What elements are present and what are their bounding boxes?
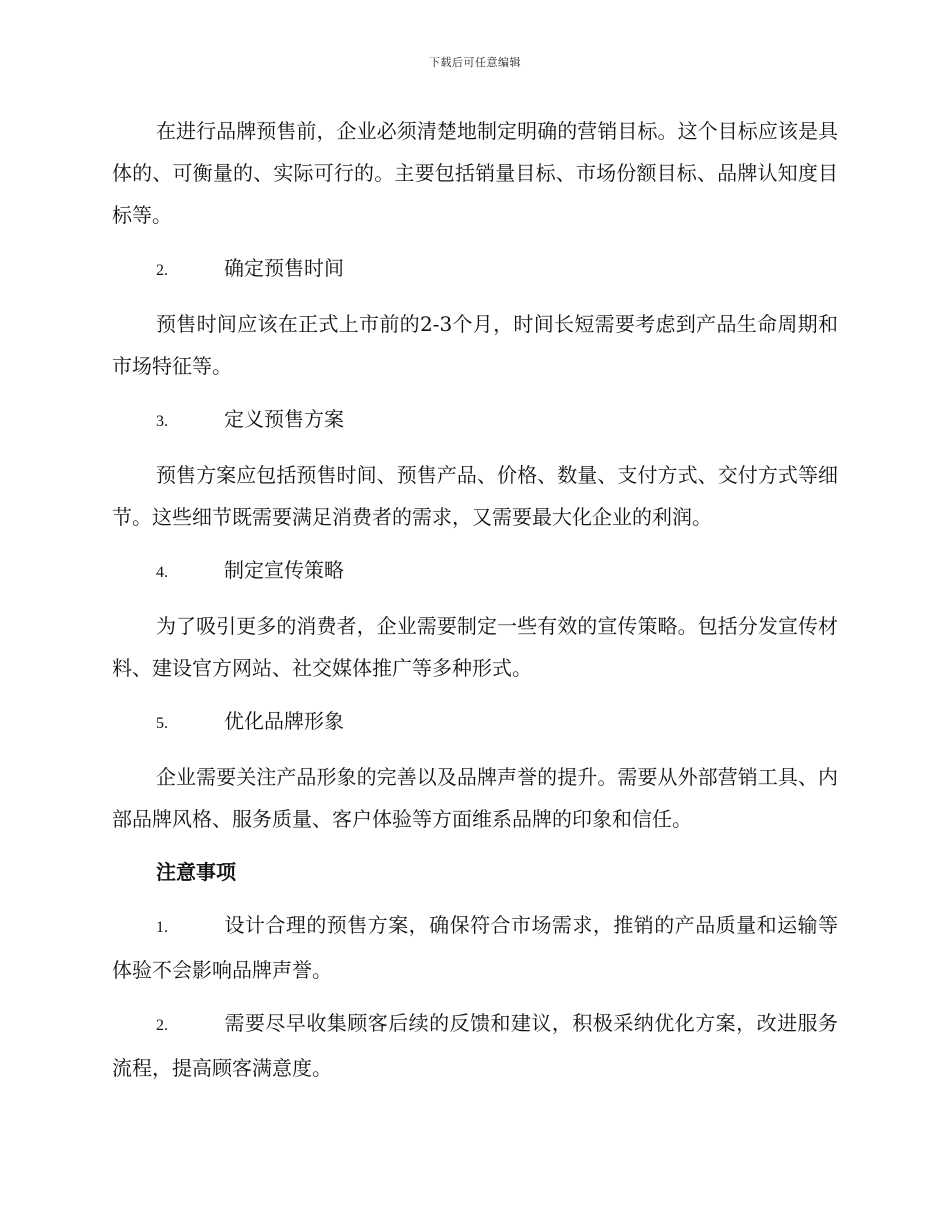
list-item-title: 优化品牌形象 — [224, 709, 344, 733]
list-number: 3. — [156, 413, 168, 430]
list-item-promotion — [112, 549, 838, 594]
list-item-presale-plan — [112, 398, 838, 443]
note-text: 需要尽早收集顾客后续的反馈和建议，积极采纳优化方案，改进服务流程，提高顾客满意度。 — [112, 1011, 838, 1080]
paragraph-brand-image: 企业需要关注产品形象的完善以及品牌声誉的提升。需要从外部营销工具、内部品牌风格、服务质量、客户体验等方面维系品牌的印象和信任。 — [112, 765, 838, 831]
list-number: 4. — [156, 564, 168, 581]
list-number: 5. — [156, 715, 168, 732]
paragraph-presale-time: 预售时间应该在正式上市前的2-3个月，时间长短需要考虑到产品生命周期和市场特征等。 — [112, 312, 838, 378]
section-heading-notes: 注意事项 — [156, 860, 236, 884]
document-body — [112, 110, 838, 1089]
list-number: 1. — [156, 919, 168, 936]
list-item-title: 确定预售时间 — [224, 256, 344, 280]
list-item-title: 定义预售方案 — [224, 407, 344, 431]
list-number: 2. — [156, 262, 168, 279]
note-text: 设计合理的预售方案，确保符合市场需求，推销的产品质量和运输等体验不会影响品牌声誉。 — [112, 913, 838, 982]
list-item-title: 制定宣传策略 — [224, 558, 344, 582]
list-item-presale-time — [112, 247, 838, 292]
paragraph-promotion: 为了吸引更多的消费者，企业需要制定一些有效的宣传策略。包括分发宣传材料、建设官方网站、社交媒体推广等多种形式。 — [112, 614, 838, 680]
list-item-brand-image — [112, 700, 838, 745]
page-header-note: 下载后可任意编辑 — [429, 56, 521, 69]
note-item-2 — [112, 1002, 838, 1089]
paragraph-marketing-goal: 在进行品牌预售前，企业必须清楚地制定明确的营销目标。这个目标应该是具体的、可衡量的、实际可行的。主要包括销量目标、市场份额目标、品牌认知度目标等。 — [112, 119, 838, 227]
list-number: 2. — [156, 1017, 168, 1034]
note-item-1 — [112, 904, 838, 991]
paragraph-presale-plan: 预售方案应包括预售时间、预售产品、价格、数量、支付方式、交付方式等细节。这些细节既需要满足消费者的需求，又需要最大化企业的利润。 — [112, 463, 838, 529]
